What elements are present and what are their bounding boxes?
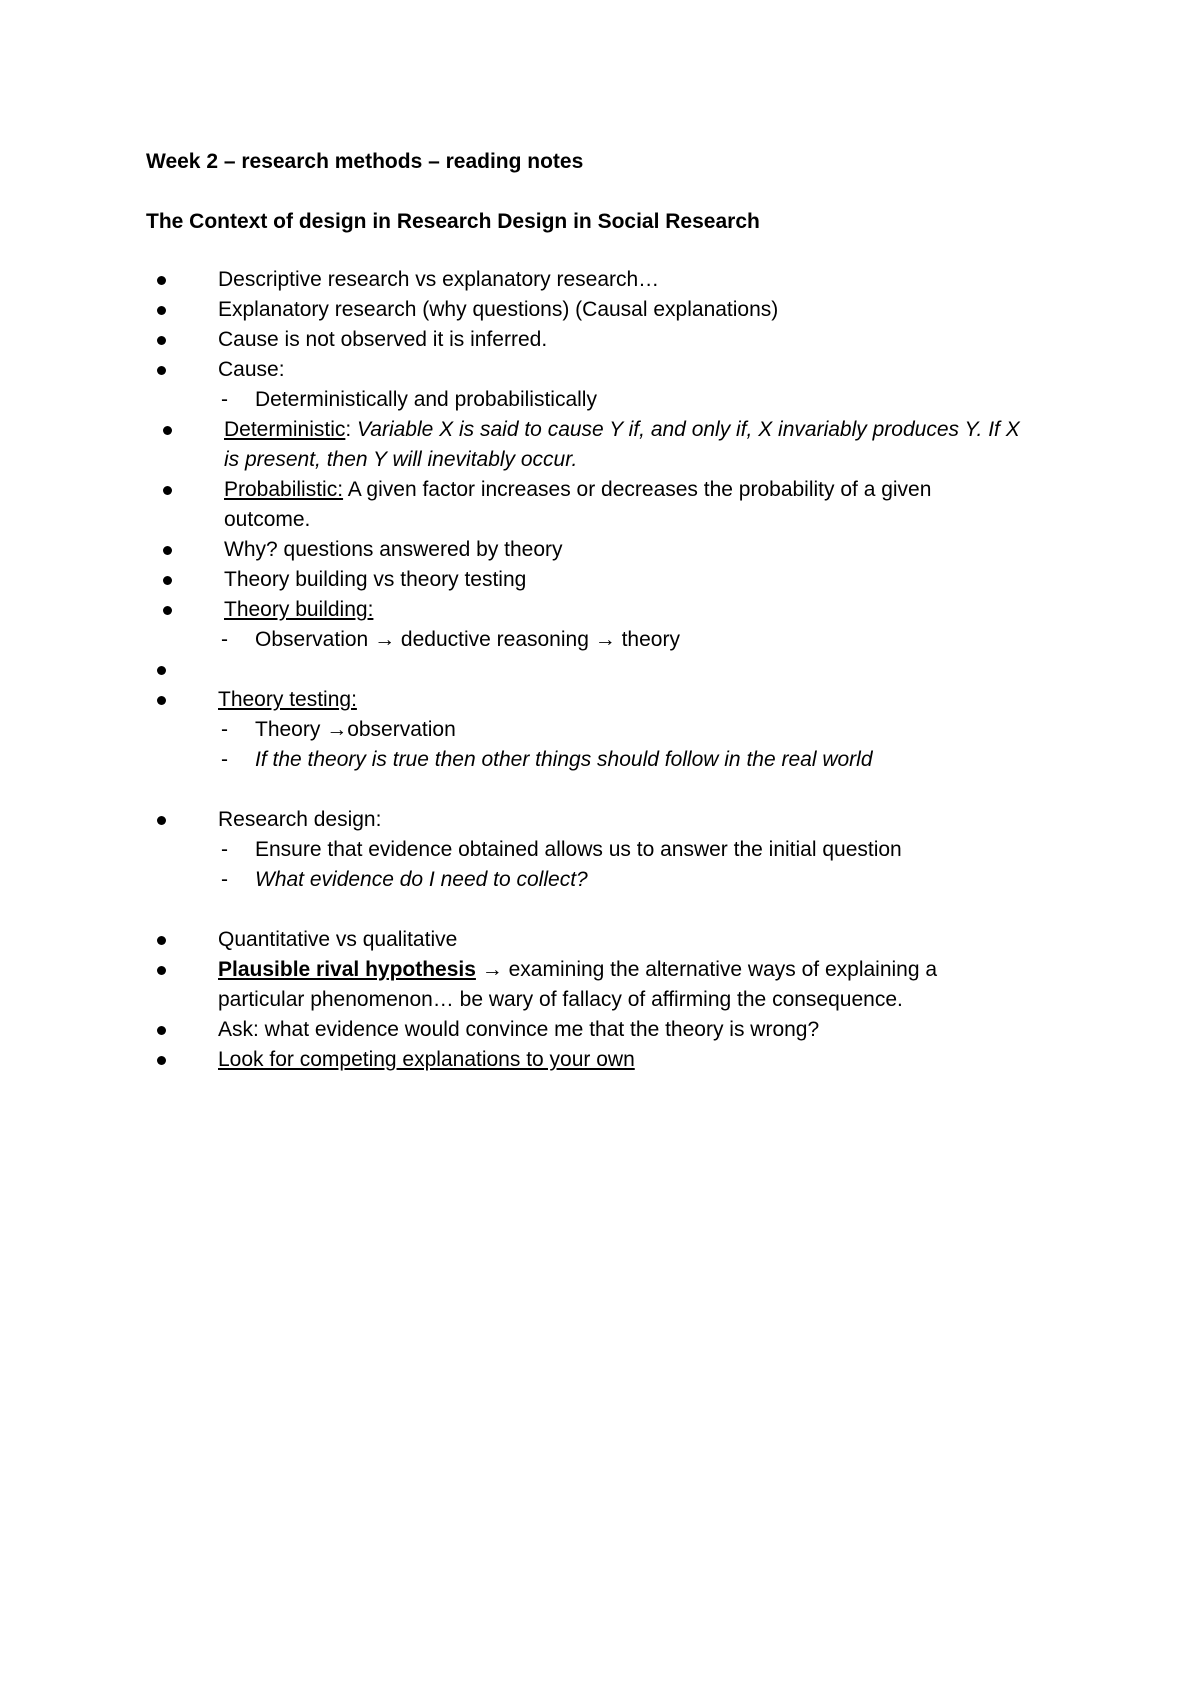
bullet-icon (163, 486, 172, 495)
sub-item-theory-true: If the theory is true then other things should follow in the real world (255, 748, 873, 771)
document-subtitle: The Context of design in Research Design in Social Research (146, 210, 760, 233)
bullet-icon (157, 366, 166, 375)
sub-item-what-evidence: What evidence do I need to collect? (255, 868, 588, 891)
list-item-quant-vs-qual: Quantitative vs qualitative (218, 928, 458, 951)
bullet-icon (157, 816, 166, 825)
sub-item-ensure-evidence: Ensure that evidence obtained allows us to answer the initial question (255, 838, 902, 861)
list-item-theory-testing: Theory testing: (218, 688, 357, 711)
probabilistic-label: Probabilistic: (224, 478, 344, 501)
dash-icon: - (221, 718, 228, 741)
probabilistic-definition-cont: outcome. (224, 508, 311, 531)
bullet-icon (157, 306, 166, 315)
bullet-icon (157, 936, 166, 945)
dash-icon: - (221, 748, 228, 771)
bullet-icon (157, 666, 166, 675)
bullet-icon (163, 546, 172, 555)
list-item-why-questions: Why? questions answered by theory (224, 538, 563, 561)
bullet-icon (157, 336, 166, 345)
arrow-right-icon: → (481, 958, 503, 981)
arrow-right-icon: → (326, 718, 348, 741)
list-item-theory-building: Theory building: (224, 598, 374, 621)
list-item-cause: Cause: (218, 358, 285, 381)
probabilistic-definition: A given factor increases or decreases the probability of a given (347, 478, 932, 501)
list-item-probabilistic (224, 475, 931, 505)
deterministic-label: Deterministic (224, 418, 346, 441)
dash-icon: - (221, 838, 228, 861)
list-item-competing-explanations: Look for competing explanations to your own (218, 1048, 635, 1071)
list-item-descriptive: Descriptive research vs explanatory research… (218, 268, 660, 291)
sub-item-observation-chain: Observation → deductive reasoning → theory (255, 628, 680, 651)
dash-icon: - (221, 868, 228, 891)
bullet-icon (157, 966, 166, 975)
list-item-plausible-rival: Plausible rival hypothesis → examining the alternative ways of explaining a (218, 958, 938, 981)
bullet-icon (157, 276, 166, 285)
document-title: Week 2 – research methods – reading notes (146, 150, 584, 173)
deterministic-definition: Variable X is said to cause Y if, and only if, X invariably produces Y. If X (357, 418, 1020, 441)
list-item-research-design: Research design: (218, 808, 382, 831)
bullet-icon (163, 576, 172, 585)
plausible-rival-cont: particular phenomenon… be wary of fallacy of affirming the consequence. (218, 988, 903, 1011)
plausible-rival-label: Plausible rival hypothesis (218, 958, 476, 981)
list-item-ask-evidence: Ask: what evidence would convince me that the theory is wrong? (218, 1018, 820, 1041)
bullet-icon (157, 696, 166, 705)
list-item-building-vs-testing: Theory building vs theory testing (224, 568, 527, 591)
sub-item-deterministically: Deterministically and probabilistically (255, 388, 597, 411)
deterministic-definition-cont: is present, then Y will inevitably occur. (224, 448, 578, 471)
bullet-icon (157, 1026, 166, 1035)
arrow-right-icon: → (374, 628, 396, 651)
bullet-icon (157, 1056, 166, 1065)
bullet-icon (163, 606, 172, 615)
arrow-right-icon: → (594, 628, 616, 651)
bullet-icon (163, 426, 172, 435)
sub-item-theory-observation: Theory →observation (255, 718, 456, 741)
list-item-cause-inferred: Cause is not observed it is inferred. (218, 328, 548, 351)
list-item-explanatory: Explanatory research (why questions) (Causal explanations) (218, 298, 779, 321)
dash-icon: - (221, 388, 228, 411)
dash-icon: - (221, 628, 228, 651)
list-item-deterministic: Deterministic: Variable X is said to cause Y if, and only if, X invariably produces Y. If X (224, 418, 1020, 441)
